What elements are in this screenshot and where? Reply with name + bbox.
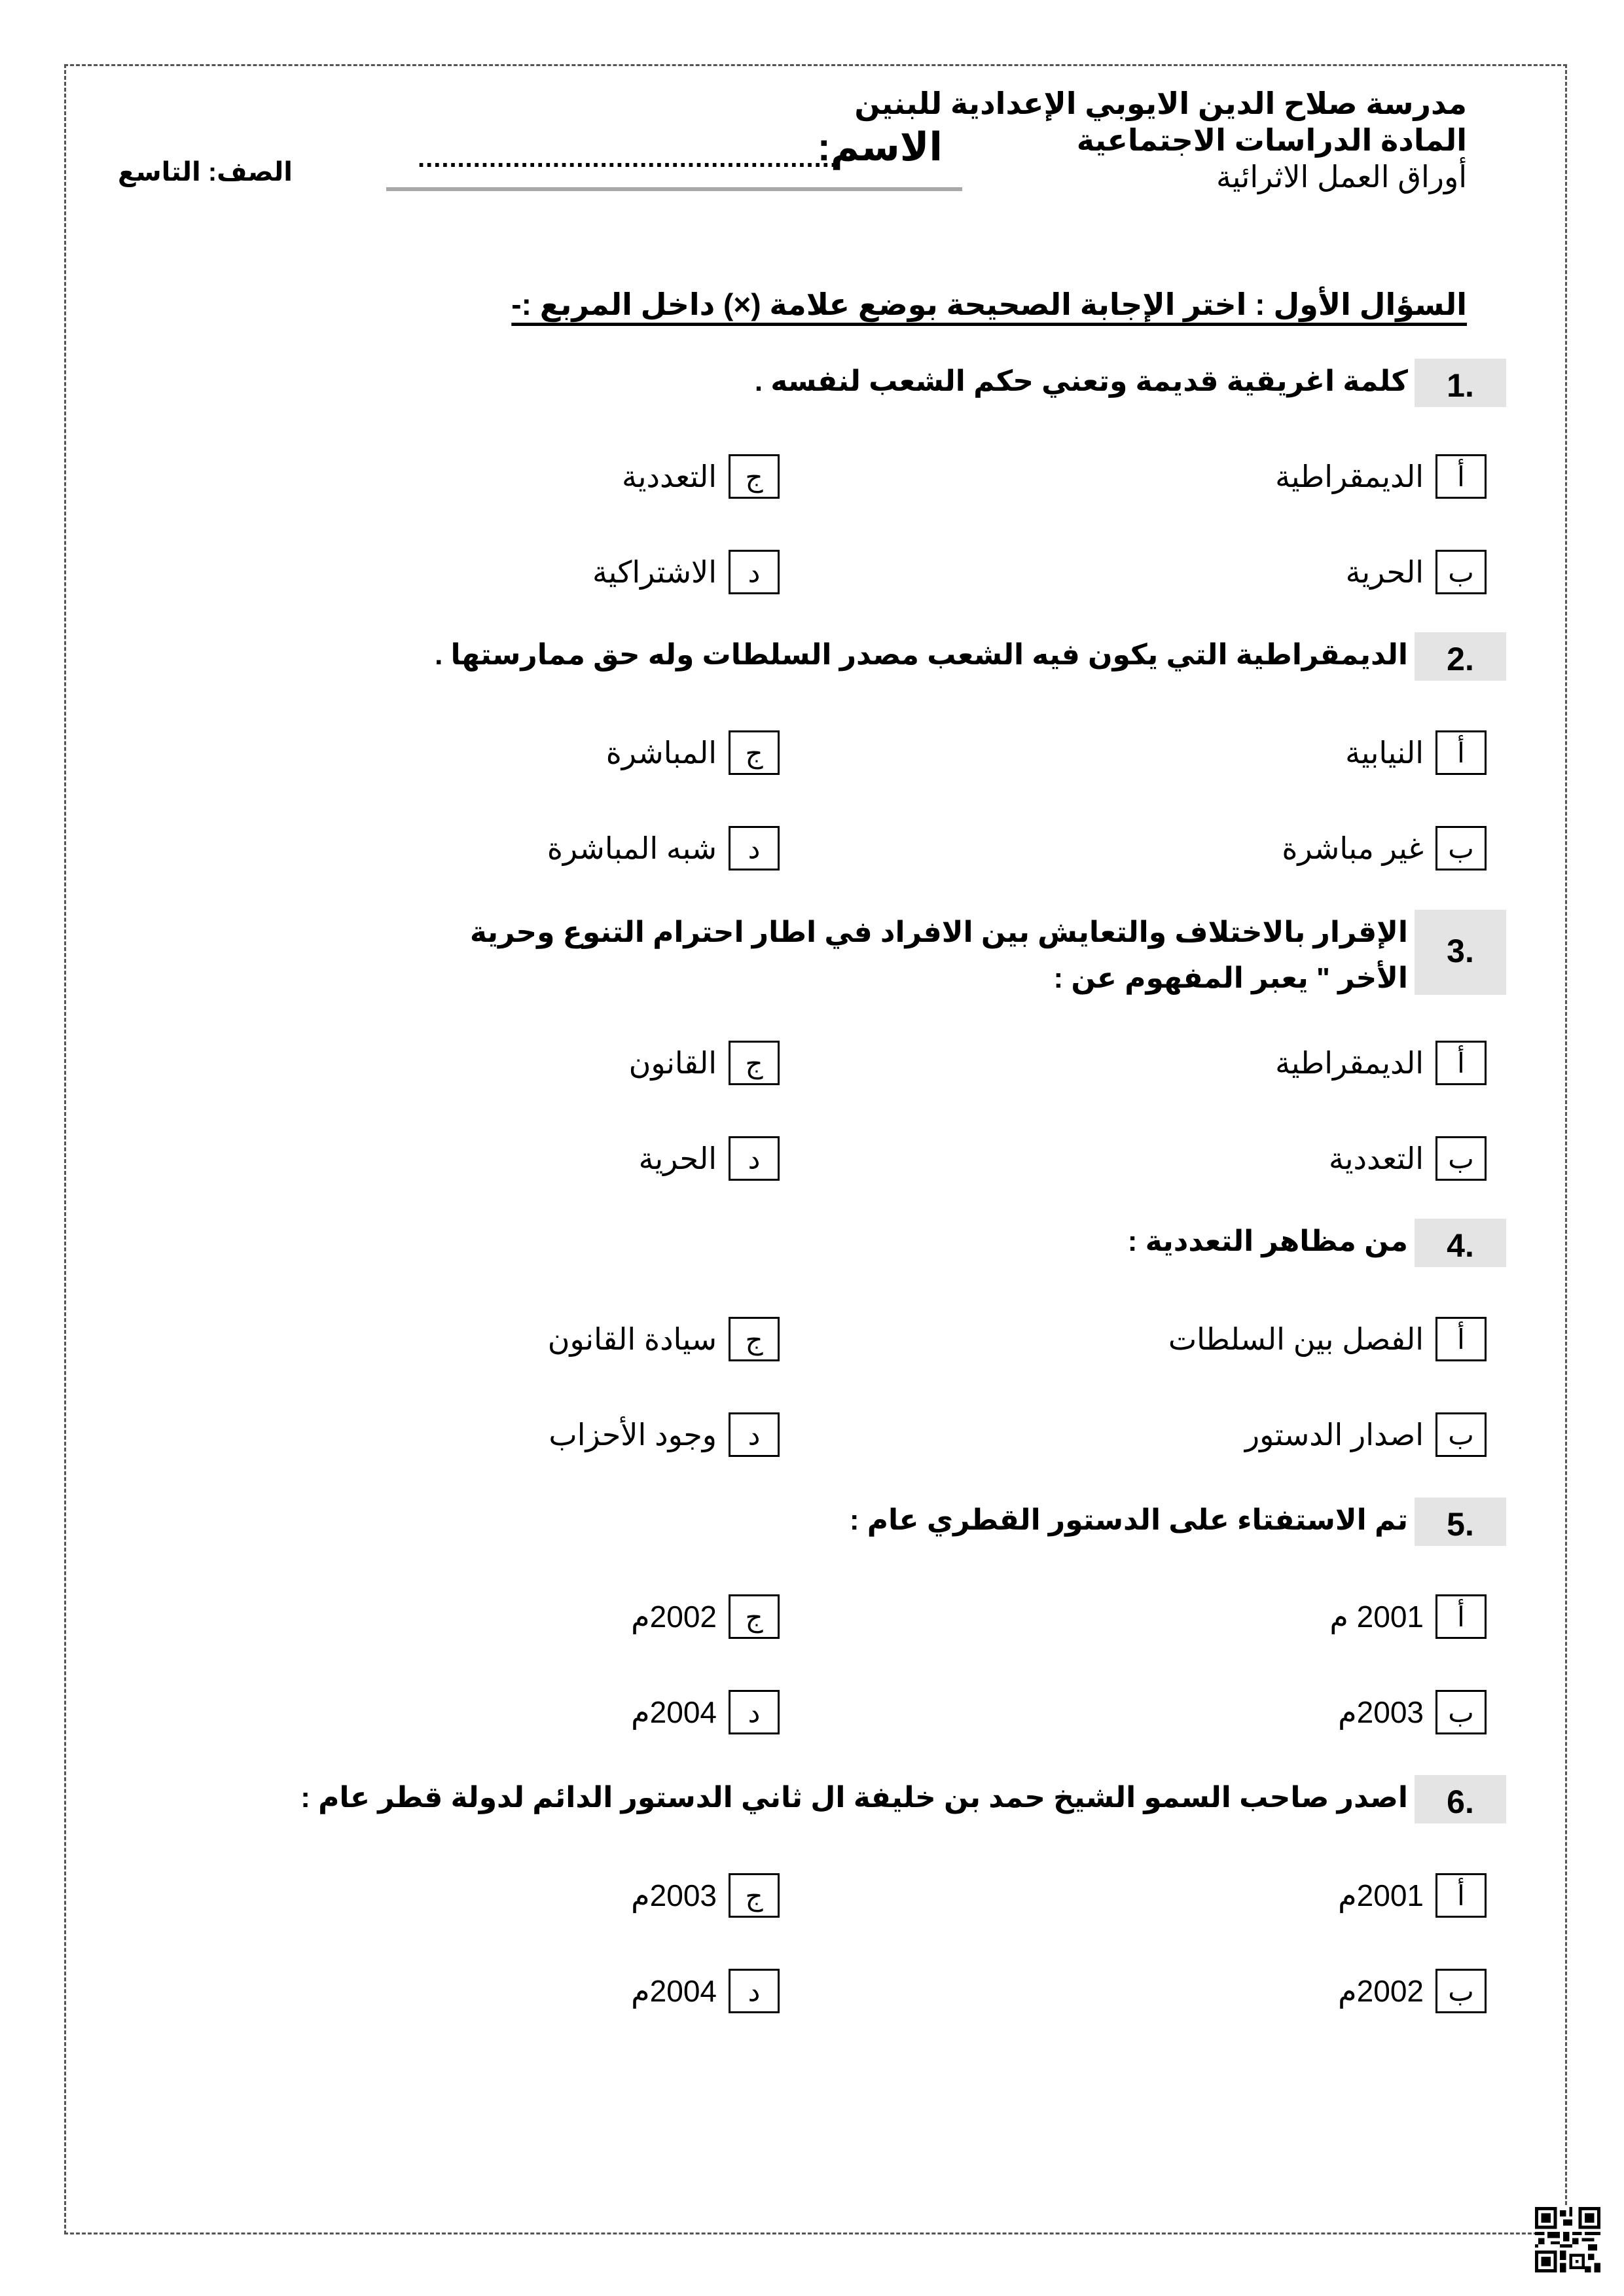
option-d[interactable] bbox=[547, 826, 780, 870]
option-text: 2004م bbox=[631, 1695, 717, 1729]
option-b[interactable] bbox=[1346, 550, 1487, 594]
option-c[interactable] bbox=[548, 1317, 780, 1361]
answer-checkbox[interactable]: ج bbox=[729, 454, 780, 499]
option-c[interactable] bbox=[631, 1873, 780, 1918]
option-text: الديمقراطية bbox=[1275, 1046, 1424, 1080]
worksheet-type: أوراق العمل الاثرائية bbox=[1216, 160, 1467, 194]
answer-checkbox[interactable]: ج bbox=[729, 1873, 780, 1918]
option-a[interactable] bbox=[1345, 730, 1487, 775]
option-text: 2001 م bbox=[1329, 1600, 1424, 1634]
option-text: وجود الأحزاب bbox=[549, 1418, 717, 1452]
option-b[interactable] bbox=[1338, 1969, 1487, 2013]
option-text: الحرية bbox=[638, 1141, 717, 1175]
question-text: اصدر صاحب السمو الشيخ حمد بن خليفة ال ثاني الدستور الدائم لدولة قطر عام : bbox=[300, 1782, 1408, 1814]
question-text: من مظاهر التعددية : bbox=[1127, 1225, 1408, 1257]
option-text: الديمقراطية bbox=[1275, 459, 1424, 493]
option-d[interactable] bbox=[631, 1690, 780, 1734]
answer-checkbox[interactable]: ب bbox=[1435, 550, 1487, 594]
option-text: 2003م bbox=[631, 1878, 717, 1912]
option-a[interactable] bbox=[1275, 454, 1487, 499]
question-text: تم الاستفتاء على الدستور القطري عام : bbox=[849, 1504, 1408, 1536]
option-text: اصدار الدستور bbox=[1244, 1418, 1424, 1452]
name-label: الاسم: bbox=[817, 125, 943, 169]
answer-checkbox[interactable]: أ bbox=[1435, 1317, 1487, 1361]
option-text: الفصل بين السلطات bbox=[1168, 1322, 1424, 1356]
question-number: 5. bbox=[1415, 1498, 1506, 1546]
answer-checkbox[interactable]: ب bbox=[1435, 1412, 1487, 1457]
question-number: 4. bbox=[1415, 1219, 1506, 1267]
option-text: التعددية bbox=[622, 459, 717, 493]
option-b[interactable] bbox=[1329, 1136, 1487, 1181]
option-a[interactable] bbox=[1275, 1041, 1487, 1085]
answer-checkbox[interactable]: ب bbox=[1435, 826, 1487, 870]
school-name: مدرسة صلاح الدين الايوبي الإعدادية للبنين bbox=[854, 86, 1467, 120]
option-text: سيادة القانون bbox=[547, 1322, 717, 1356]
question-4 bbox=[118, 1219, 1506, 1271]
option-text: الاشتراكية bbox=[592, 555, 717, 589]
answer-checkbox[interactable]: د bbox=[729, 1969, 780, 2013]
option-d[interactable] bbox=[639, 1136, 780, 1181]
option-text: 2002م bbox=[631, 1600, 717, 1634]
answer-checkbox[interactable]: ب bbox=[1435, 1136, 1487, 1181]
answer-checkbox[interactable]: د bbox=[729, 1412, 780, 1457]
answer-checkbox[interactable]: أ bbox=[1435, 1873, 1487, 1918]
option-d[interactable] bbox=[549, 1412, 780, 1457]
qr-code-icon bbox=[1535, 2207, 1600, 2272]
option-b[interactable] bbox=[1282, 826, 1487, 870]
answer-checkbox[interactable]: ج bbox=[729, 730, 780, 775]
question-number: 2. bbox=[1415, 632, 1506, 681]
answer-checkbox[interactable]: أ bbox=[1435, 1594, 1487, 1639]
option-text: التعددية bbox=[1329, 1141, 1424, 1175]
answer-checkbox[interactable]: ج bbox=[729, 1594, 780, 1639]
option-text: 2001م bbox=[1338, 1878, 1424, 1912]
question-2 bbox=[118, 632, 1506, 685]
option-b[interactable] bbox=[1245, 1412, 1487, 1457]
option-text: 2002م bbox=[1338, 1974, 1424, 2008]
answer-checkbox[interactable]: د bbox=[729, 550, 780, 594]
question-text: الديمقراطية التي يكون فيه الشعب مصدر السلطات وله حق ممارستها . bbox=[435, 639, 1408, 671]
option-text: شبه المباشرة bbox=[547, 831, 717, 865]
option-text: غير مباشرة bbox=[1282, 831, 1424, 865]
question-number: 6. bbox=[1415, 1775, 1506, 1823]
option-a[interactable] bbox=[1338, 1873, 1487, 1918]
option-text: 2004م bbox=[631, 1974, 717, 2008]
option-c[interactable] bbox=[622, 454, 780, 499]
section-title: السؤال الأول : اختر الإجابة الصحيحة بوضع علامة (×) داخل المربع :- bbox=[511, 287, 1467, 321]
name-blank[interactable]: ..................................................... bbox=[417, 144, 838, 173]
question-6 bbox=[118, 1775, 1506, 1827]
answer-checkbox[interactable]: ج bbox=[729, 1317, 780, 1361]
question-5 bbox=[118, 1498, 1506, 1550]
answer-checkbox[interactable]: د bbox=[729, 1136, 780, 1181]
answer-checkbox[interactable]: أ bbox=[1435, 454, 1487, 499]
answer-checkbox[interactable]: أ bbox=[1435, 1041, 1487, 1085]
answer-checkbox[interactable]: د bbox=[729, 1690, 780, 1734]
option-text: النيابية bbox=[1345, 736, 1424, 770]
answer-checkbox[interactable]: ج bbox=[729, 1041, 780, 1085]
option-text: المباشرة bbox=[605, 736, 717, 770]
question-number: 3. bbox=[1415, 910, 1506, 995]
option-d[interactable] bbox=[592, 550, 780, 594]
answer-checkbox[interactable]: ب bbox=[1435, 1690, 1487, 1734]
answer-checkbox[interactable]: د bbox=[729, 826, 780, 870]
question-text: كلمة اغريقية قديمة وتعني حكم الشعب لنفسه . bbox=[754, 365, 1408, 397]
grade-label: الصف: التاسع bbox=[118, 158, 293, 187]
answer-checkbox[interactable]: ب bbox=[1435, 1969, 1487, 2013]
option-c[interactable] bbox=[606, 730, 780, 775]
answer-checkbox[interactable]: أ bbox=[1435, 730, 1487, 775]
option-text: الحرية bbox=[1345, 555, 1424, 589]
option-b[interactable] bbox=[1338, 1690, 1487, 1734]
option-text: 2003م bbox=[1338, 1695, 1424, 1729]
question-3 bbox=[118, 910, 1506, 1008]
student-name-field[interactable] bbox=[386, 124, 962, 190]
name-underline bbox=[386, 187, 962, 191]
option-d[interactable] bbox=[631, 1969, 780, 2013]
option-a[interactable] bbox=[1168, 1317, 1487, 1361]
question-text: الإقرار بالاختلاف والتعايش بين الافراد في اطار احترام التنوع وحرية الأخر " يعبر المفهوم عن : bbox=[469, 916, 1408, 994]
option-text: القانون bbox=[628, 1046, 717, 1080]
option-c[interactable] bbox=[629, 1041, 780, 1085]
option-a[interactable] bbox=[1329, 1594, 1487, 1639]
subject-name: المادة الدراسات الاجتماعية bbox=[1076, 123, 1467, 157]
option-c[interactable] bbox=[631, 1594, 780, 1639]
question-number: 1. bbox=[1415, 359, 1506, 407]
